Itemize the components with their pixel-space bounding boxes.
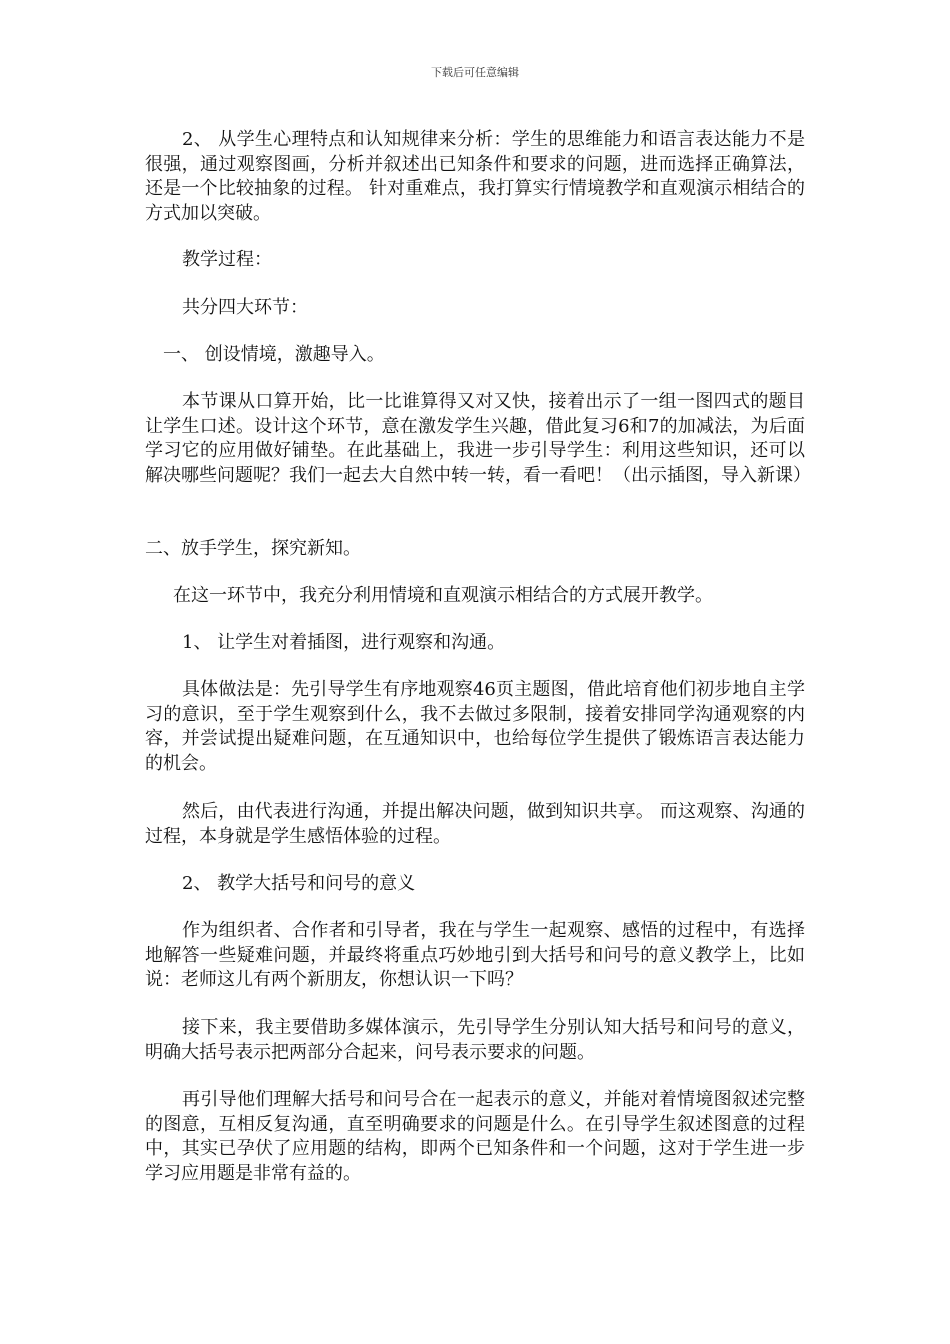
section-heading-1: 一、 创设情境，激趣导入。 bbox=[163, 344, 385, 365]
paragraph-10: 然后，由代表进行沟通，并提出解决问题，做到知识共享。 而这观察、沟通的过程，本身就是学生感悟体验的过程。 bbox=[145, 801, 805, 847]
paragraph-9: 具体做法是：先引导学生有序地观察46页主题图，借此培育他们初步地自主学习的意识，至于学生观察到什么，我不去做过多限制，接着安排同学沟通观察的内容，并尝试提出疑难问题，在互通知识中，也给每位学生提供了锻炼语言表达能力的机会。 bbox=[145, 679, 805, 774]
paragraph-7: 在这一环节中，我充分利用情境和直观演示相结合的方式展开教学。 bbox=[173, 585, 713, 606]
paragraph-1: 2、 从学生心理特点和认知规律来分析：学生的思维能力和语言表达能力不是很强，通过观察图画，分析并叙述出已知条件和要求的问题，进而选择正确算法，还是一个比较抽象的过程。 针对重难点，我打算实行情境教学和直观演示相结合的方式加以突破。 bbox=[145, 129, 805, 224]
paragraph-3: 共分四大环节： bbox=[182, 297, 308, 318]
paragraph-2: 教学过程： bbox=[182, 249, 272, 270]
paragraph-12: 作为组织者、合作者和引导者，我在与学生一起观察、感悟的过程中，有选择地解答一些疑难问题，并最终将重点巧妙地引到大括号和问号的意义教学上，比如说：老师这儿有两个新朋友，你想认识一下吗？ bbox=[145, 920, 805, 990]
page-header: 下载后可任意编辑 bbox=[431, 66, 519, 79]
paragraph-13: 接下来，我主要借助多媒体演示，先引导学生分别认知大括号和问号的意义，明确大括号表示把两部分合起来，问号表示要求的问题。 bbox=[145, 1017, 805, 1063]
paragraph-5: 本节课从口算开始，比一比谁算得又对又快，接着出示了一组一图四式的题目让学生口述。设计这个环节，意在激发学生兴趣，借此复习6和7的加减法，为后面学习它的应用做好铺垫。在此基础上，我进一步引导学生：利用这些知识，还可以解决哪些问题呢？我们一起去大自然中转一转，看一看吧！（出示插图，导入新课） bbox=[145, 391, 811, 486]
subheading-2: 2、 教学大括号和问号的意义 bbox=[182, 873, 416, 894]
section-heading-2: 二、放手学生，探究新知。 bbox=[145, 538, 361, 559]
subheading-1: 1、 让学生对着插图，进行观察和沟通。 bbox=[182, 632, 506, 653]
paragraph-14: 再引导他们理解大括号和问号合在一起表示的意义，并能对着情境图叙述完整的图意，互相反复沟通，直至明确要求的问题是什么。在引导学生叙述图意的过程中，其实已孕伏了应用题的结构，即两个已知条件和一个问题，这对于学生进一步学习应用题是非常有益的。 bbox=[145, 1089, 805, 1184]
